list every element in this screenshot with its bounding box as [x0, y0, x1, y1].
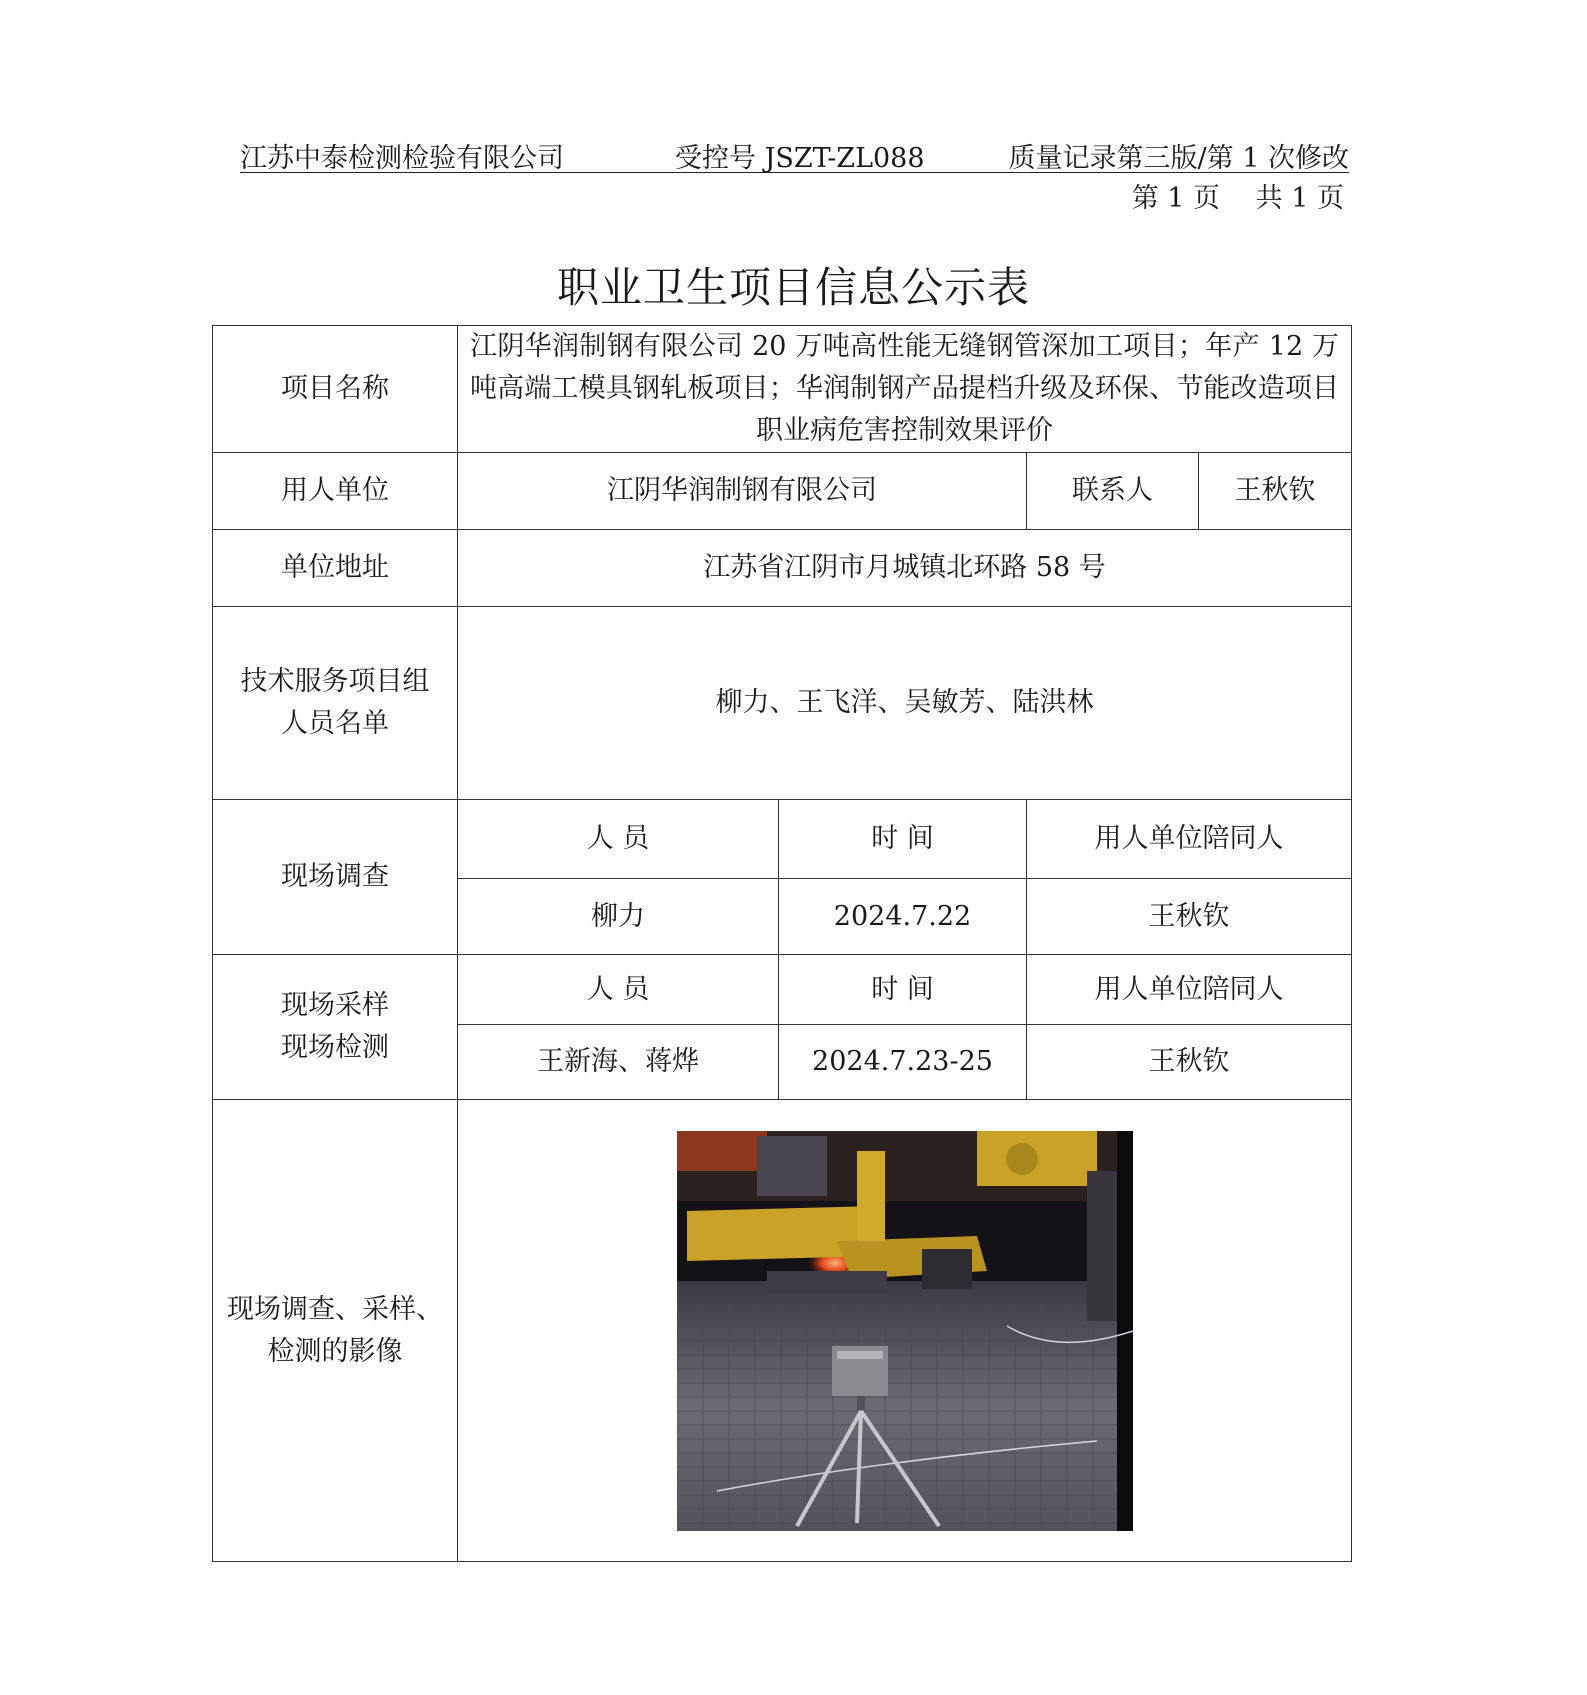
- header-control-number: 受控号 JSZT-ZL088: [675, 143, 925, 174]
- page-title: 职业卫生项目信息公示表: [556, 263, 1030, 312]
- sampling-label-line1: 现场采样: [281, 990, 389, 1021]
- document-header: [240, 132, 1349, 173]
- employer-label: 用人单位: [213, 453, 458, 530]
- row-team: [213, 607, 1352, 800]
- team-label-line2: 人员名单: [281, 708, 389, 739]
- team-label: [213, 607, 458, 800]
- address-label: 单位地址: [213, 530, 458, 607]
- images-label-line1: 现场调查、采样、: [227, 1293, 443, 1325]
- sampling-personnel: 王新海、蒋烨: [458, 1025, 779, 1100]
- site-photo: [677, 1131, 1133, 1531]
- row-images: [213, 1100, 1352, 1562]
- sampling-escort: 王秋钦: [1027, 1025, 1352, 1100]
- images-label: [213, 1100, 458, 1562]
- row-sampling-header: [213, 955, 1352, 1025]
- sampling-label-line2: 现场检测: [281, 1032, 389, 1063]
- sampling-label: [213, 955, 458, 1100]
- row-address: [213, 530, 1352, 607]
- project-name-value: 江阴华润制钢有限公司 20 万吨高性能无缝钢管深加工项目；年产 12 万吨高端工模具钢轧板项目；华润制钢产品提档升级及环保、节能改造项目职业病危害控制效果评价: [458, 326, 1352, 453]
- contact-value: 王秋钦: [1199, 453, 1352, 530]
- survey-personnel: 柳力: [458, 879, 779, 955]
- project-name-label: 项目名称: [213, 326, 458, 453]
- images-cell: [458, 1100, 1352, 1562]
- sampling-col-personnel: 人 员: [458, 955, 779, 1025]
- sampling-col-time: 时 间: [779, 955, 1027, 1025]
- team-value: 柳力、王飞洋、吴敏芳、陆洪林: [458, 607, 1352, 800]
- survey-escort: 王秋钦: [1027, 879, 1352, 955]
- team-label-line1: 技术服务项目组: [240, 666, 430, 697]
- info-table: [212, 325, 1352, 1562]
- survey-label: 现场调查: [213, 800, 458, 955]
- survey-time: 2024.7.22: [779, 879, 1027, 955]
- survey-col-personnel: 人 员: [458, 800, 779, 879]
- images-label-line2: 检测的影像: [267, 1335, 403, 1367]
- header-company: 江苏中泰检测检验有限公司: [240, 143, 564, 174]
- address-value: 江苏省江阴市月城镇北环路 58 号: [458, 530, 1352, 607]
- row-employer: [213, 453, 1352, 530]
- row-survey-header: [213, 800, 1352, 879]
- contact-label: 联系人: [1027, 453, 1199, 530]
- page-number: 第 1 页 共 1 页: [1131, 183, 1344, 214]
- header-version: 质量记录第三版/第 1 次修改: [1008, 143, 1349, 174]
- sampling-col-escort: 用人单位陪同人: [1027, 955, 1352, 1025]
- sampling-time: 2024.7.23-25: [779, 1025, 1027, 1100]
- survey-col-escort: 用人单位陪同人: [1027, 800, 1352, 879]
- row-project-name: [213, 326, 1352, 453]
- survey-col-time: 时 间: [779, 800, 1027, 879]
- employer-value: 江阴华润制钢有限公司: [458, 453, 1027, 530]
